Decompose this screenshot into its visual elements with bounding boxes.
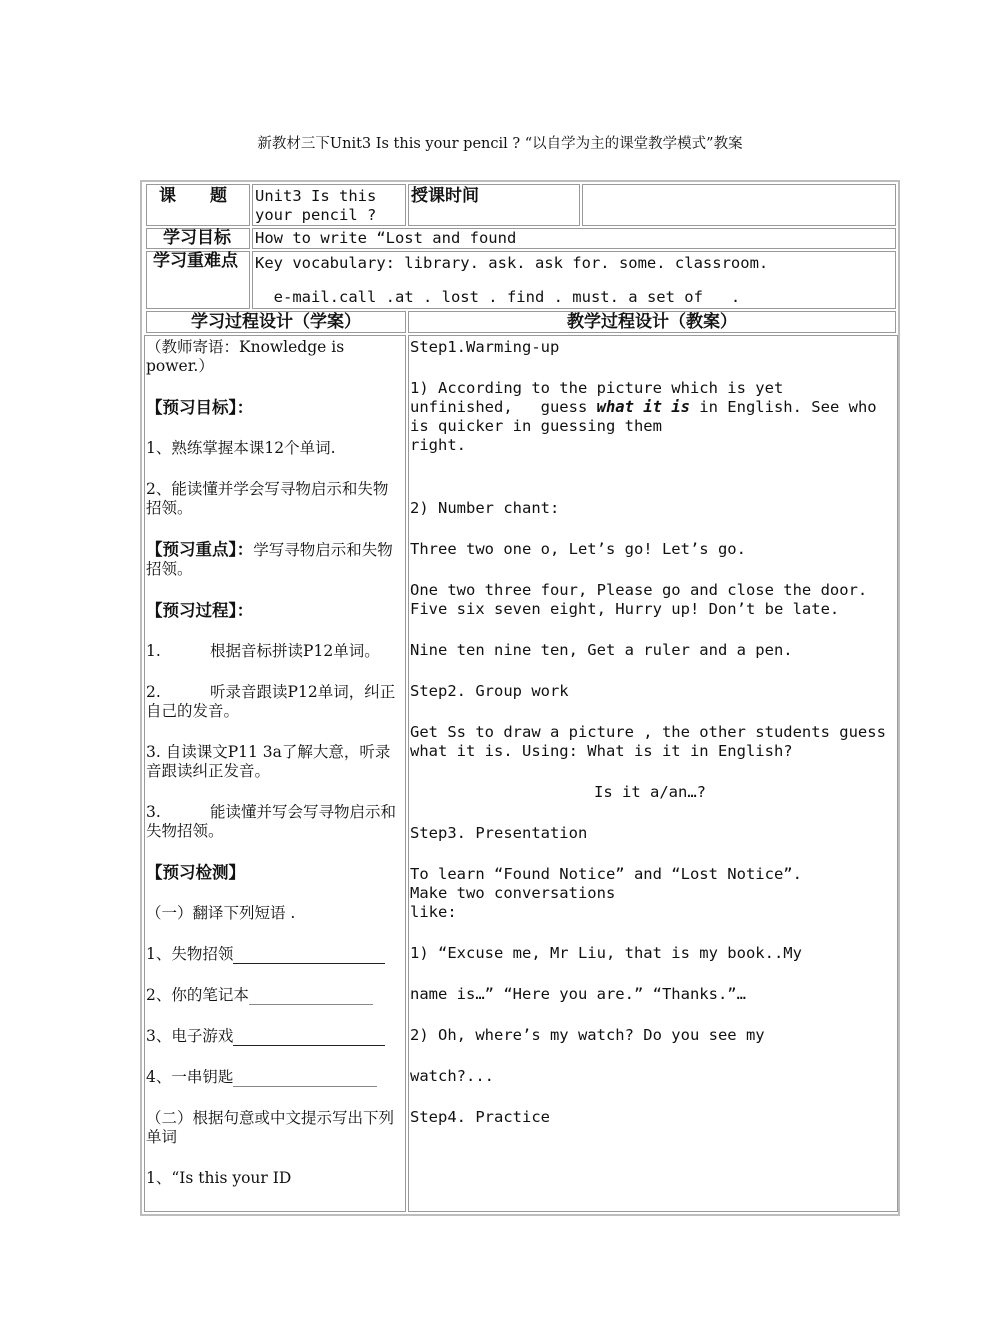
- translate-item-4: [146, 1068, 403, 1087]
- chant-line-2: One two three four, Please go and close the door. Five six seven eight, Hurry up! Don’t be late.: [410, 581, 933, 618]
- answer-blank-1[interactable]: [233, 947, 385, 964]
- step2-title: Step2. Group work: [410, 682, 569, 700]
- step1-guess-emphasis: what it is: [596, 398, 690, 416]
- step4-title: Step4. Practice: [410, 1108, 550, 1126]
- goal-value: How to write “Lost and found: [252, 228, 896, 249]
- preview-goal-heading: 【预习目标】：: [146, 398, 254, 417]
- preview-focus-heading: 【预习重点】：: [146, 540, 254, 559]
- right-header: 教学过程设计（教案）: [408, 311, 896, 333]
- step1-guess-text-b: in English. See who is quicker in guessing them: [410, 398, 886, 435]
- preview-step-1: 1. 根据音标拼读P12单词。: [146, 642, 380, 660]
- step3-text-end: like:: [410, 903, 457, 921]
- key-label: 学习重难点: [146, 251, 250, 309]
- preview-process-heading: 【预习过程】：: [146, 601, 254, 620]
- preview-focus-text: 学写寻物启示和失物招领。: [146, 541, 393, 578]
- preview-focus: [146, 540, 403, 579]
- translate-item-4-text: 4、一串钥匙: [146, 1068, 234, 1086]
- key-value: [252, 251, 896, 309]
- topic-value: Unit3 Is this your pencil ?: [252, 184, 406, 226]
- conversation-2b: watch?...: [410, 1067, 494, 1085]
- left-header: 学习过程设计（学案）: [146, 311, 406, 333]
- step3-text: To learn “Found Notice” and “Lost Notice”. Make two conversations: [410, 865, 970, 902]
- conversation-2a: 2) Oh, where’s my watch? Do you see my: [410, 1026, 765, 1044]
- time-label: 授课时间: [408, 184, 580, 226]
- teacher-message: （教师寄语：Knowledge is power.）: [146, 338, 350, 375]
- answer-blank-2[interactable]: [249, 988, 373, 1005]
- preview-step-3: 3. 自读课文P11 3a了解大意，听录音跟读纠正发音。: [146, 743, 391, 780]
- translate-item-1: [146, 945, 403, 964]
- translate-item-1-text: 1、失物招领: [146, 945, 234, 963]
- key-line-1: Key vocabulary: library. ask. ask for. some. classroom.: [255, 254, 769, 272]
- fill-words-item-1: 1、“Is this your ID: [146, 1169, 292, 1187]
- chant-line-1: Three two one o, Let’s go! Let’s go.: [410, 540, 746, 558]
- chant-line-3: Nine ten nine ten, Get a ruler and a pen.: [410, 641, 793, 659]
- preview-step-2: 2. 听录音跟读P12单词，纠正自己的发音。: [146, 683, 396, 720]
- translate-heading: （一）翻译下列短语 .: [146, 904, 296, 922]
- translate-item-2-text: 2、你的笔记本: [146, 986, 249, 1004]
- step2-question: Is it a/an…?: [594, 783, 706, 801]
- document-title: 新教材三下Unit3 Is this your pencil ? “以自学为主的课堂教学模式”教案: [257, 136, 743, 152]
- topic-label: 课 题: [146, 184, 250, 226]
- conversation-1a: 1) “Excuse me, Mr Liu, that is my book..My: [410, 944, 802, 962]
- preview-goal-1: 1、熟练掌握本课12个单词.: [146, 439, 336, 457]
- time-value: [582, 184, 896, 226]
- student-plan-column: [144, 335, 406, 1212]
- lesson-plan-table: [140, 180, 970, 1216]
- answer-blank-3[interactable]: [233, 1029, 385, 1046]
- goal-label: 学习目标: [146, 228, 250, 249]
- translate-item-2: [146, 986, 403, 1005]
- step1-guess: [410, 379, 895, 436]
- conversation-1b: name is…” “Here you are.” “Thanks.”…: [410, 985, 746, 1003]
- step1-guess-text-a: 1) According to the picture which is yet unfinished, guess: [410, 379, 793, 416]
- translate-item-3: [146, 1027, 403, 1046]
- step1-guess-end: right.: [410, 436, 466, 454]
- number-chant-title: 2) Number chant:: [410, 499, 560, 517]
- fill-words-heading: （二）根据句意或中文提示写出下列单词: [146, 1109, 395, 1146]
- translate-item-3-text: 3、电子游戏: [146, 1027, 234, 1045]
- key-line-2: e-mail.call .at . lost . find . must. a set of .: [255, 288, 741, 306]
- step1-title: Step1.Warming-up: [410, 338, 560, 356]
- teacher-plan-column: [408, 335, 970, 1212]
- step3-title: Step3. Presentation: [410, 824, 588, 842]
- preview-test-heading: 【预习检测】: [146, 863, 245, 882]
- step2-text: Get Ss to draw a picture , the other students guess what it is. Using: What is it in English?: [410, 723, 896, 760]
- preview-step-4: 3. 能读懂并写会写寻物启示和失物招领。: [146, 803, 397, 840]
- preview-goal-2: 2、能读懂并学会写寻物启示和失物招领。: [146, 480, 389, 517]
- answer-blank-4[interactable]: [233, 1070, 377, 1087]
